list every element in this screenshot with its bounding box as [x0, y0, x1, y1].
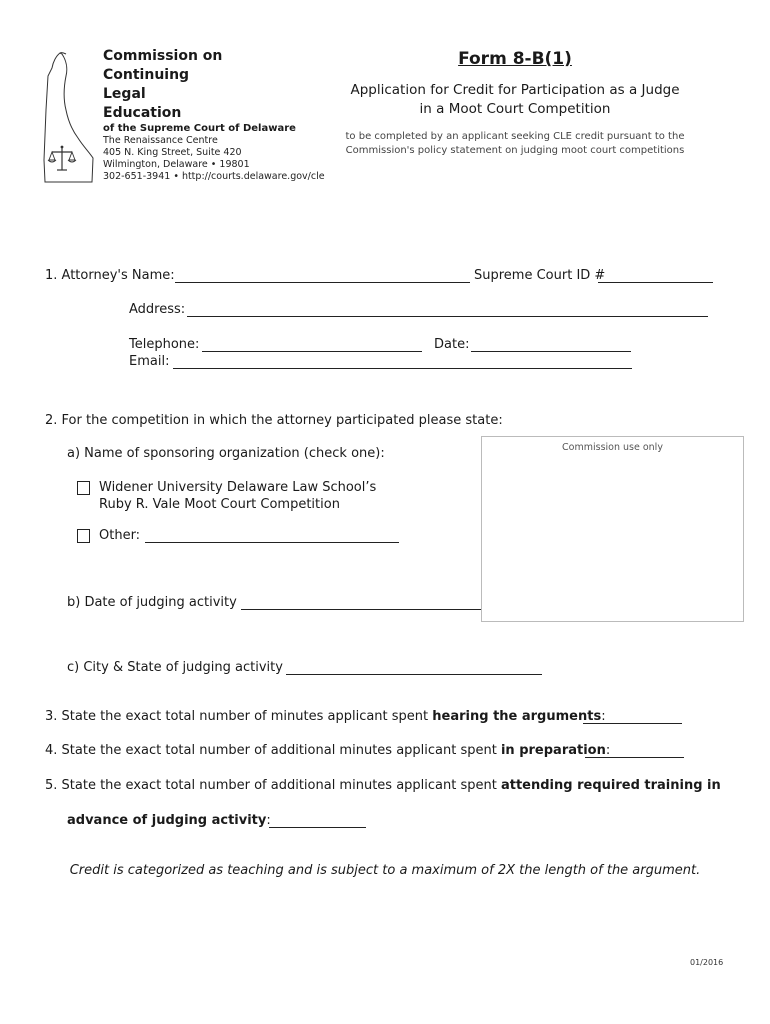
section-5-colon: : — [266, 813, 271, 828]
revision-date: 01/2016 — [690, 958, 724, 967]
address-label: Address: — [129, 302, 186, 317]
widener-option-line-1: Widener University Delaware Law School’s — [99, 480, 377, 495]
section-4-bold: in preparation — [500, 743, 606, 758]
preparation-minutes-field[interactable] — [585, 757, 684, 758]
training-minutes-field[interactable] — [269, 827, 366, 828]
form-title-block — [300, 48, 730, 158]
court-id-label: Supreme Court ID # — [474, 268, 606, 283]
form-subtitle-line-2: Commission's policy statement on judging moot court competitions — [345, 145, 685, 156]
section-5-bold: attending required training in — [500, 778, 721, 793]
judging-date-field[interactable] — [241, 609, 481, 610]
section-4 — [45, 743, 610, 758]
form-number: Form 8-B(1) — [458, 49, 572, 69]
delaware-map-scales-icon — [40, 50, 98, 186]
section-5 — [45, 778, 721, 793]
form-title-line-1: Application for Credit for Participation as a Judge — [350, 82, 680, 98]
org-line-3: Legal — [103, 86, 146, 102]
phone-web: 302-651-3941 • http://courts.delaware.gov/cle — [103, 171, 325, 182]
section-3-bold: hearing the arguments — [432, 709, 602, 724]
form-title-line-2: in a Moot Court Competition — [419, 101, 611, 117]
date-field[interactable] — [471, 351, 631, 352]
org-line-2: Continuing — [103, 67, 190, 83]
judging-location-field[interactable] — [286, 674, 542, 675]
other-checkbox[interactable] — [77, 529, 90, 543]
hearing-minutes-field[interactable] — [583, 723, 682, 724]
widener-option — [99, 479, 376, 513]
judging-location-label: c) City & State of judging activity — [67, 660, 283, 675]
other-label: Other: — [99, 528, 141, 543]
address-line-3: Wilmington, Delaware • 19801 — [103, 159, 250, 170]
attorney-name-field[interactable] — [175, 282, 470, 283]
judging-date-label: b) Date of judging activity — [67, 595, 237, 610]
section-5-line-2-bold: advance of judging activity — [67, 813, 267, 828]
email-label: Email: — [129, 354, 170, 369]
credit-note: Credit is categorized as teaching and is subject to a maximum of 2X the length of the argument. — [69, 863, 701, 878]
sponsor-label: a) Name of sponsoring organization (check one): — [67, 446, 385, 461]
email-field[interactable] — [173, 368, 632, 369]
telephone-label: Telephone: — [129, 337, 200, 352]
org-contact — [103, 122, 325, 183]
address-field[interactable] — [187, 316, 708, 317]
form-subtitle-line-1: to be completed by an applicant seeking CLE credit pursuant to the — [345, 131, 685, 142]
section-4-text: 4. State the exact total number of additional minutes applicant spent — [45, 743, 501, 758]
address-line-2: 405 N. King Street, Suite 420 — [103, 147, 242, 158]
date-label: Date: — [434, 337, 470, 352]
section-2-intro: 2. For the competition in which the attorney participated please state: — [45, 413, 503, 428]
attorney-name-label: 1. Attorney's Name: — [45, 268, 175, 283]
commission-use-label: Commission use only — [562, 442, 663, 453]
widener-option-line-2: Ruby R. Vale Moot Court Competition — [99, 497, 340, 512]
org-line-1: Commission on — [103, 48, 223, 64]
commission-use-box — [481, 436, 744, 622]
court-name: of the Supreme Court of Delaware — [103, 123, 296, 134]
section-5-text: 5. State the exact total number of additional minutes applicant spent — [45, 778, 501, 793]
court-id-field[interactable] — [598, 282, 713, 283]
org-name — [103, 47, 222, 123]
section-3 — [45, 709, 606, 724]
telephone-field[interactable] — [202, 351, 422, 352]
section-5-line-2 — [67, 813, 271, 828]
section-4-colon: : — [605, 743, 611, 758]
widener-checkbox[interactable] — [77, 481, 90, 495]
section-3-text: 3. State the exact total number of minutes applicant spent — [45, 709, 433, 724]
org-line-4: Education — [103, 105, 182, 121]
other-field[interactable] — [145, 542, 399, 543]
section-3-colon: : — [601, 709, 606, 724]
address-line-1: The Renaissance Centre — [103, 135, 218, 146]
